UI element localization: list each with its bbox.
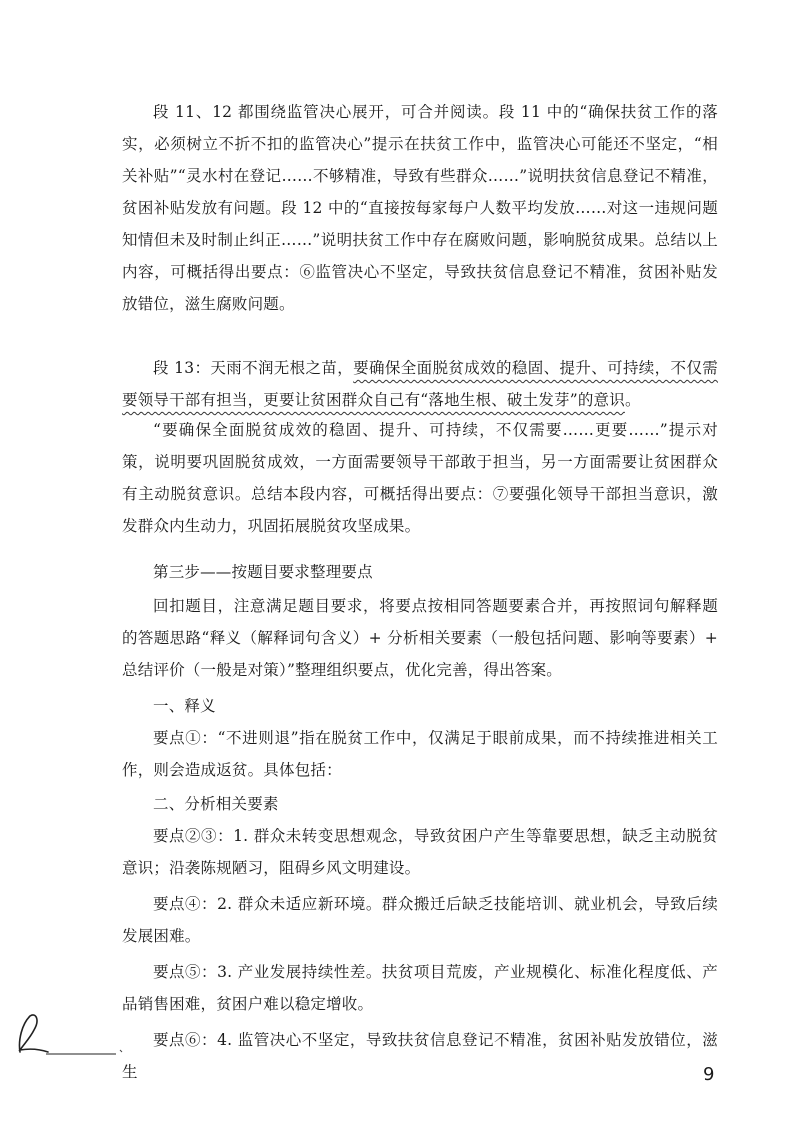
- page-number: 9: [703, 1064, 715, 1085]
- handwritten-signature-icon: [8, 1010, 128, 1060]
- paragraph-13-lead: 段 13：天雨不润无根之苗，: [153, 359, 354, 377]
- paragraph-11-12: 段 11、12 都围绕监管决心展开，可合并阅读。段 11 中的“确保扶贫工作的落实，必须树立不折不扣的监管决心”提示在扶贫工作中，监管决心可能还不坚定，“相关补贴”“灵水村在登记……不够精准，导致有些群众……”说明扶贫信息登记不精准，贫困补贴发放有问题。段 12 中的“直接按每家每户人数平均发放……对这一违规问题知情但未及时制止纠正……”说明扶贫工作中存在腐败问题，影响脱贫成果。总结以上内容，可概括得出要点：⑥监管决心不坚定，导致扶贫信息登记不精准，贫困补贴发放错位，滋生腐败问题。: [122, 103, 718, 313]
- point-1: 要点①：“不进则退”指在脱贫工作中，仅满足于眼前成果，而不持续推进相关工作，则会造成返贫。具体包括：: [122, 729, 718, 779]
- section-heading-definition: 一、释义: [153, 697, 216, 715]
- paragraph-13-analysis: “要确保全面脱贫成效的稳固、提升、可持续，不仅需要……更要……”提示对策，说明要巩固脱贫成效，一方面需要领导干部敢于担当，另一方面需要让贫困群众有主动脱贫意识。总结本段内容，可概括得出要点：⑦要强化领导干部担当意识，激发群众内生动力，巩固拓展脱贫攻坚成果。: [122, 421, 718, 535]
- paragraph-13: [122, 352, 718, 416]
- point-5: 要点⑤：3. 产业发展持续性差。扶贫项目荒废，产业规模化、标准化程度低、产品销售困难，贫困户难以稳定增收。: [122, 963, 718, 1013]
- section-heading-analysis: 二、分析相关要素: [153, 795, 279, 813]
- answer-organization-paragraph: 回扣题目，注意满足题目要求，将要点按相同答题要素合并，再按照词句解释题的答题思路“释义（解释词句含义）+ 分析相关要素（一般包括问题、影响等要素）+ 总结评价（一般是对策）”整理组织要点，优化完善，得出答案。: [122, 597, 718, 679]
- step-three-heading: 第三步——按题目要求整理要点: [153, 563, 373, 581]
- paragraph-13-underlined-quote: 要确保全面脱贫成效的稳固、提升、可持续，不仅需要领导干部有担当，更要让贫困群众自己有“落地生根、破土发芽”的意识: [122, 359, 718, 409]
- paragraph-13-end: 。: [624, 391, 641, 409]
- point-6: 要点⑥：4. 监管决心不坚定，导致扶贫信息登记不精准，贫困补贴发放错位，滋生: [122, 1031, 718, 1081]
- point-2-3: 要点②③：1. 群众未转变思想观念，导致贫困户产生等靠要思想，缺乏主动脱贫意识；沿袭陈规陋习，阻碍乡风文明建设。: [122, 827, 718, 877]
- point-4: 要点④：2. 群众未适应新环境。群众搬迁后缺乏技能培训、就业机会，导致后续发展困难。: [122, 895, 718, 945]
